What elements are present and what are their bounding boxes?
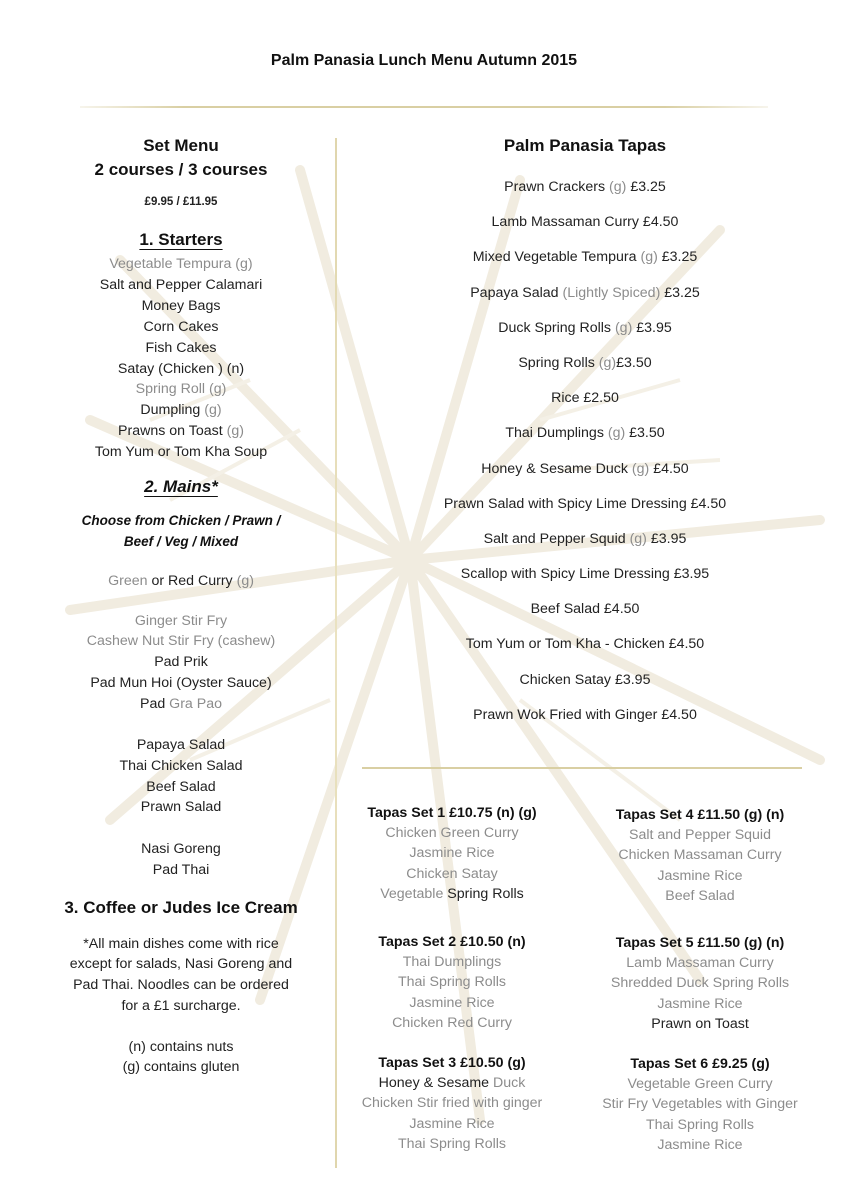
mains-group-stir-fry <box>25 611 337 715</box>
tapas-set-title: Tapas Set 5 £11.50 (g) (n) <box>615 935 785 951</box>
tapas-set-item: Lamb Massaman Curry <box>626 955 774 972</box>
tapas-set-2 <box>337 932 567 1033</box>
starter-item: Corn Cakes <box>143 318 219 335</box>
mains-heading: 2. Mains* <box>144 477 218 497</box>
legend-line: (g) contains gluten <box>122 1059 240 1076</box>
tapas-item: Chicken Satay £3.95 <box>519 671 651 688</box>
tapas-item: Lamb Massaman Curry £4.50 <box>491 214 679 231</box>
starter-item: Dumpling (g) <box>140 402 222 419</box>
tapas-set-item: Salt and Pepper Squid <box>629 827 771 844</box>
footnote-line: *All main dishes come with rice <box>83 935 279 952</box>
tapas-item: Tom Yum or Tom Kha - Chicken £4.50 <box>465 636 705 653</box>
tapas-item: Duck Spring Rolls (g) £3.95 <box>498 319 672 336</box>
starter-item: Fish Cakes <box>145 339 217 356</box>
tapas-item: Salt and Pepper Squid (g) £3.95 <box>483 530 687 547</box>
main-item: Papaya Salad <box>136 737 226 754</box>
tapas-set-6 <box>585 1054 815 1155</box>
tapas-set-1 <box>337 803 567 904</box>
tapas-set-item: Prawn on Toast <box>651 1015 749 1032</box>
tapas-item: Prawn Salad with Spicy Lime Dressing £4.50 <box>443 495 727 512</box>
tapas-item: Beef Salad £4.50 <box>530 601 640 618</box>
footnote-line: Pad Thai. Noodles can be ordered <box>73 977 289 994</box>
main-item: Pad Prik <box>154 654 208 671</box>
tapas-set-item: Jasmine Rice <box>657 995 743 1012</box>
tapas-item: Papaya Salad (Lightly Spiced) £3.25 <box>470 284 700 301</box>
mains-footnote <box>25 934 337 1017</box>
mains-group-rice-noodles <box>25 839 337 880</box>
set-menu-courses: 2 courses / 3 courses <box>94 160 268 179</box>
tapas-set-item: Chicken Red Curry <box>392 1014 512 1031</box>
starter-item: Tom Yum or Tom Kha Soup <box>94 444 268 461</box>
tapas-set-item: Jasmine Rice <box>409 994 495 1011</box>
tapas-item: Rice £2.50 <box>551 390 619 407</box>
starter-item: Prawns on Toast (g) <box>118 423 244 440</box>
tapas-set-title: Tapas Set 6 £9.25 (g) <box>630 1056 770 1072</box>
tapas-set-item: Thai Spring Rolls <box>397 974 507 991</box>
tapas-set-item: Vegetable Green Curry <box>627 1076 773 1093</box>
tapas-list <box>360 178 810 741</box>
tapas-item: Thai Dumplings (g) £3.50 <box>505 425 665 442</box>
coffee-heading: 3. Coffee or Judes Ice Cream <box>64 897 298 917</box>
tapas-sets-divider <box>362 767 802 769</box>
tapas-set-title: Tapas Set 2 £10.50 (n) <box>378 934 526 950</box>
tapas-set-title: Tapas Set 4 £11.50 (g) (n) <box>615 807 785 823</box>
starters-heading: 1. Starters <box>139 230 223 249</box>
tapas-heading: Palm Panasia Tapas <box>503 136 667 155</box>
starter-item: Satay (Chicken ) (n) <box>117 360 245 377</box>
set-menu-section <box>25 134 337 1078</box>
tapas-set-item: Chicken Green Curry <box>385 825 519 842</box>
tapas-item: Honey & Sesame Duck (g) £4.50 <box>481 460 689 477</box>
mains-group-curry <box>25 571 337 592</box>
set-menu-price: £9.95 / £11.95 <box>144 196 218 208</box>
main-item: Pad Gra Pao <box>139 695 223 712</box>
set-menu-heading: Set Menu <box>143 136 219 155</box>
tapas-set-item: Chicken Stir fried with ginger <box>361 1095 543 1112</box>
main-item: Nasi Goreng <box>141 841 221 858</box>
tapas-item: Scallop with Spicy Lime Dressing £3.95 <box>460 566 710 583</box>
starter-item: Money Bags <box>141 297 221 314</box>
tapas-set-item: Shredded Duck Spring Rolls <box>610 975 790 992</box>
mains-group-salads <box>25 735 337 818</box>
footnote-line: except for salads, Nasi Goreng and <box>69 956 293 973</box>
main-item: Green or Red Curry (g) <box>108 573 254 590</box>
tapas-set-item: Chicken Satay <box>406 865 498 882</box>
legend-line: (n) contains nuts <box>128 1038 234 1055</box>
tapas-set-3 <box>337 1053 567 1154</box>
tapas-set-item: Chicken Massaman Curry <box>618 847 782 864</box>
tapas-set-item: Thai Dumplings <box>402 954 502 971</box>
tapas-set-item: Beef Salad <box>665 887 735 904</box>
main-item: Pad Thai <box>152 861 210 878</box>
footnote-line: for a £1 surcharge. <box>121 997 241 1014</box>
tapas-set-item: Stir Fry Vegetables with Ginger <box>602 1096 798 1113</box>
tapas-set-item: Thai Spring Rolls <box>397 1135 507 1152</box>
main-item: Thai Chicken Salad <box>119 757 243 774</box>
tapas-item: Mixed Vegetable Tempura (g) £3.25 <box>472 249 698 266</box>
tapas-set-item: Jasmine Rice <box>657 1136 743 1153</box>
tapas-item: Spring Rolls (g)£3.50 <box>518 354 652 371</box>
tapas-set-item: Jasmine Rice <box>657 867 743 884</box>
top-divider <box>80 106 768 108</box>
starter-item: Vegetable Tempura (g) <box>109 256 253 272</box>
tapas-item: Prawn Crackers (g) £3.25 <box>504 179 666 195</box>
main-item: Prawn Salad <box>140 799 222 816</box>
tapas-set-4 <box>585 805 815 906</box>
tapas-item: Prawn Wok Fried with Ginger £4.50 <box>473 706 697 723</box>
tapas-set-item: Vegetable Spring Rolls <box>380 885 524 902</box>
page-title: Palm Panasia Lunch Menu Autumn 2015 <box>270 52 578 69</box>
starter-item: Spring Roll (g) <box>135 381 227 398</box>
mains-choose-note: Choose from Chicken / Prawn / Beef / Veg / Mixed <box>81 513 281 550</box>
main-item: Cashew Nut Stir Fry (cashew) <box>86 633 276 650</box>
tapas-set-title: Tapas Set 1 £10.75 (n) (g) <box>367 805 537 821</box>
allergen-legend <box>25 1037 337 1079</box>
starter-item: Salt and Pepper Calamari <box>99 276 263 293</box>
tapas-set-item: Thai Spring Rolls <box>645 1116 755 1133</box>
tapas-set-5 <box>585 933 815 1034</box>
tapas-set-item: Jasmine Rice <box>409 845 495 862</box>
tapas-set-item: Jasmine Rice <box>409 1115 495 1132</box>
starters-list <box>25 254 337 463</box>
tapas-set-item: Honey & Sesame Duck <box>378 1075 526 1092</box>
tapas-section <box>360 134 810 741</box>
main-item: Beef Salad <box>146 778 216 795</box>
main-item: Ginger Stir Fry <box>134 612 228 629</box>
tapas-set-title: Tapas Set 3 £10.50 (g) <box>378 1055 526 1071</box>
main-item: Pad Mun Hoi (Oyster Sauce) <box>90 674 272 691</box>
